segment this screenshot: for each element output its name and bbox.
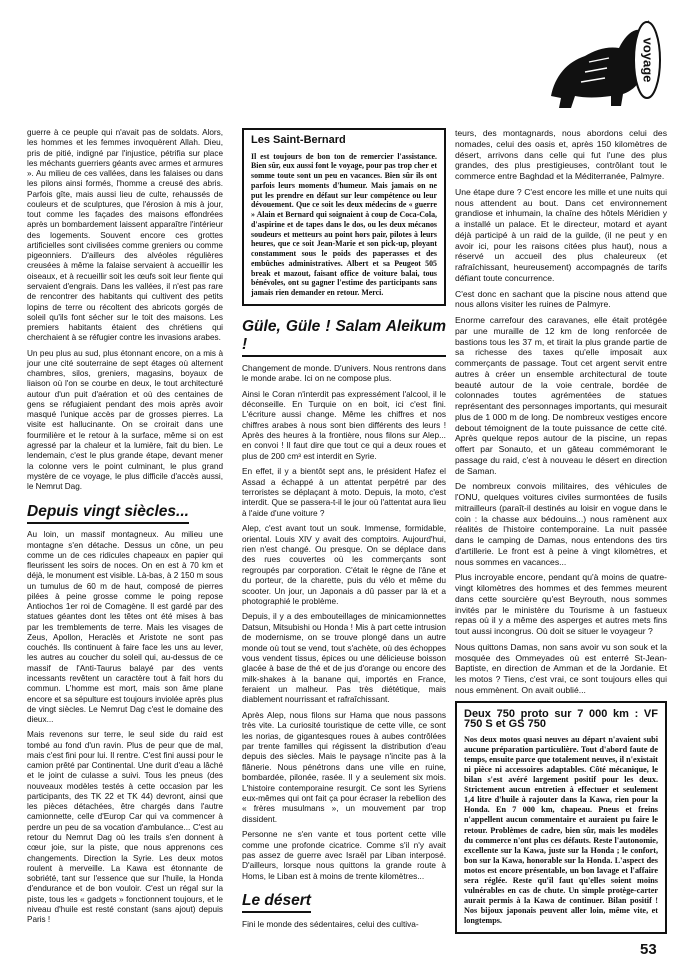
paragraph: Nous quittons Damas, non sans avoir vu son souk et la mosquée des Ommeyades où est enterré St-Jean-Baptiste, en direction de Amman et de la Jordanie. Et les motos ? Tiens, c'est vrai, ce sont toujours elles qui nous emmènent. On avait oublié... bbox=[455, 641, 667, 695]
column-1 bbox=[27, 128, 223, 930]
paragraph: En effet, il y a bientôt sept ans, le président Hafez el Assad a échappé à un attentat perpétré par des terroristes se déplaçant à moto. Depuis, la moto, c'est interdit. Que se passera-t-il le jour où l'attentat aura lieu à l'aide d'une voiture ? bbox=[242, 466, 446, 518]
paragraph: Plus incroyable encore, pendant qu'à moins de quatre-vingt kilomètres des hommes et des femmes meurent dans cette sourcière qu'est Beyrouth, nous sommes invités par le ministère du Tourisme à un fastueux repas où il y a même des asperges et autres mets fins tout aussi incongrus. Où doit se situer le voyageur ? bbox=[455, 572, 667, 636]
paragraph: teurs, des montagnards, nous abordons celui des nomades, celui des oasis et, après 150 kilomètres de désert, arrivons dans celle qui fut l'une des plus grandes, des plus prestigieuses, contrôlant tout le commerce entre Baghdad et la Méditerranée, Palmyre. bbox=[455, 128, 667, 181]
page-number: 53 bbox=[640, 941, 657, 958]
paragraph: Mais revenons sur terre, le seul side du raid est tombé au fond d'un ravin. Plus de peur que de mal, mais c'est fini pour lui. Il rentre. C'est fini aussi pour le camion prêté par Continental. Une durit d'eau a lâché et le joint de culasse a suivi. Tous les pneus (des nouveaux modèles testés à cette occasion par les participants, des TK 22 et TK 44) devront, ainsi que les pièces détachées, être chargés dans l'autre camionnette, celle d'Europ Car qui va commencer à perdre un peu de sa vocation d'ambulance... C'est au retour du Nemrut Dag où les trails s'en donnent à cœur joie, sur la piste, que nous apprenons ces changements. Direction la Syrie. Les deux motos roulent à merveille. La Kawa est étonnante de sobriété, tant sur l'essence que sur l'huile, la Honda d'endurance et de bon vouloir. C'est un régal sur la piste, tous les « gadgets » fonctionnent toujours, et le niveau d'huile est resté constant (sans ajout) depuis Paris ! bbox=[27, 730, 223, 925]
paragraph: Ainsi le Coran n'interdit pas expressément l'alcool, il le déconseille. En Turquie on en boit, ici c'est fini. L'écriture aussi change. Même les chiffres et nos chiffres arabes à nous sont bien différents des leurs ! Après des heures à la frontière, nous filons sur Alep... en convoi ! Il faut dire que tout ce qui a deux roues et plus de 200 cm³ est interdit en Syrie. bbox=[242, 388, 446, 461]
paragraph: Après Alep, nous filons sur Hama que nous passons très vite. La curiosité touristique de cette ville, ce sont les norias, de gigantesques roues à aubes contrôlées par trente familles qui régissent la distribution d'eau depuis des siècles. Mais le paysage n'incite pas à la flânerie. Nous pénétrons dans une ville en ruine, bombardée, pilonée, rasée. Il y a seulement six mois. L'histoire contemporaine resurgit. Ce sont les Syriens eux-mêmes qui ont fait ça pour écraser la rebellion des « frères musulmans », un mouvement par trop dissident. bbox=[242, 709, 446, 824]
paragraph: Changement de monde. D'univers. Nous rentrons dans le monde arabe. Ici on ne compose plus. bbox=[242, 362, 446, 384]
paragraph: Au loin, un massif montagneux. Au milieu une montagne s'en détache. Dessus un cône, un peu comme un de ces ridicules chapeaux en papier qui fleurissent les soirs de noces. On en est à 70 km et déjà, le monument est visible. Là-bas, à 2 150 m sous un tumulus de 60 m de haut, composé de pierres pilées à peine grosse comme le poing repose Antiochos 1er roi de Comagène. Il est gardé par des statues géantes dont les têtes ont été mises à bas par les tremblements de terre. Mais les visages de Zeus, Apollon, Heraclès et Aristote ne sont pas couchés. Ils continuent à faire face les uns au lever, les autres au coucher du soleil qui, au-dessus de ce massif de l'Anti-Taurus balayé par des vents incessants revêtent un caractère tout à fait hors du commun. L'homme est mort, mais son âme plane encore et sa sépulture est toujours inviolée après plus de vingt siècles. Le Nemrut Dag c'est le domaine des dieux... bbox=[27, 530, 223, 725]
paragraph: Personne ne s'en vante et tous portent cette ville comme une profonde cicatrice. Comme s'il n'y avait pas assez de guerre avec Israël par Liban interposé. D'ailleurs, lorsque nous quittons la grande route à Homs, le Liban est à moins de trente kilomètres... bbox=[242, 829, 446, 881]
section-heading-gule: Güle, Güle ! Salam Aleikum ! bbox=[242, 318, 446, 357]
paragraph: guerre à ce peuple qui n'avait pas de soldats. Alors, les hommes et les femmes invoquèrent Allah. Dieu, pris de pitié, indigné par l'injustice, pétrifia sur place les méchants guerriers géants avec armes et armures ». Au milieu de ces vallées, dans les falaises ou dans les pilons ainsi formés, l'homme a creusé des abris. Parfois gîte, mais aussi lieu de culte, rehaussés de couleurs et de sculptures, que l'érosion à mis à jour, tout comme les façades des maisons effondrées après un bombardement laissent apparaître l'intérieur des logements. Souvent encore ces grottes artificielles sont civilisées comme greniers ou comme pigeonniers. D'ailleurs des alvéoles régulières creusées à même la falaise servaient à accueillir les oiseaux, et à recueillir soit les œufs soit leur fiente qui servaient d'engrais. Dans les vallées, il n'est pas rare de rencontrer des habitants qui cultivent des petits lopins de terre ou récoltent des abricots gorgés de soleil qu'ils font sécher sur le toit des maisons. Les premiers habitants étaient des chrétiens qui cherchaient à se réfugier contre les invasions arabes. bbox=[27, 128, 223, 343]
column-2 bbox=[242, 128, 446, 935]
paragraph: C'est donc en sachant que la piscine nous attend que nous allons visiter les ruines de Palmyre. bbox=[455, 288, 667, 310]
paragraph: Une étape dure ? C'est encore les mille et une nuits qui nous attendent au bout. Dans cet environnement grandiose et inhumain, la chaîne des hôtels Méridien y a installé un palace. Et le directeur, motard et ayant déjà participé à un raid de la guilde, (il ne peut y en avoir ici, pour les raisons citées plus haut), nous a réservé un accueil des plus chaleureux (et rafraîchissant, heureusement) accompagnés de tarifs défiant toute concurrence. bbox=[455, 186, 667, 283]
paragraph: De nombreux convois militaires, des véhicules de l'ONU, quelques voitures civiles surmontées de fusils mitrailleurs (paraît-il destinés au loisir en vogue dans le coin : la chasse aux bédouins...) nous ramènent aux réalités de l'histoire contemporaine. La nuit passée dans le camping de Damas, nous entendons des tirs d'artillerie. Le front est à peine à vingt kilomètres, et nous sommes en vacances... bbox=[455, 481, 667, 567]
paragraph: Fini le monde des sédentaires, celui des cultiva- bbox=[242, 919, 419, 930]
paragraph: Enorme carrefour des caravanes, elle était protégée par une muraille de 12 km de long renforcée de bastions tous les 37 m, et tirait la plus grande partie de sa richesse des taxes qu'elle imposait aux commerçants de passage. Tout cet argent servit entre autres à créer un ensemble architectural de toute beauté autour de la voie centrale, bordée de colonnades toutes agrémentées de statues représentant des personnages importants, qui mesurait plus de 1 000 m de long. De nombreux vestiges encore debout témoignent de la toute puissance de cette cité. Après quelque repos autour de la piscine, un repas offert par Sonauto, et un gâteau commémorant le passage du raid, c'est à nouveau le désert en direction de Saman. bbox=[455, 315, 667, 476]
box-text: Nos deux motos quasi neuves au départ n'avaient subi aucune préparation particulière. Tout d'abord faute de temps, ensuite parce que totalement neuves, il n'existait ni pièce ni accessoires adaptables. Côté mécanique, le bilan s'est avéré largement positif pour les deux. Strictement aucun entretien à effectuer et seulement 1,4 litre d'huile à rajouter dans la Kawa, rien pour la Honda. En 7 000 km, chapeau. Pneus et freins n'appellent aucun commentaire et auraient pu faire le retour. Problèmes de cadre, bien sûr, mais les modèles du commerce n'ont plus ces défauts. Reste l'autonomie, excellente sur la Kawa, juste sur la Honda ; le confort, bon sur la Kawa, honorable sur la Honda. L'aspect des motos est encore présentable, un bon lavage et l'affaire sera réglée. Reste qu'il faut qu'elles soient moins vulnérables en cas de chute. Un simple protège-carter aurait permis à la Kawa de continuer. Bilan positif ! Nos bijoux japonais peuvent aller loin, même vite, et longtemps. bbox=[464, 734, 658, 926]
section-heading-desert: Le désert bbox=[242, 892, 311, 913]
box-title: Les Saint-Bernard bbox=[251, 134, 346, 146]
box-title: Deux 750 proto sur 7 000 km : VF 750 S et GS 750 bbox=[464, 707, 658, 730]
sidebar-box-motos bbox=[455, 701, 667, 935]
voyage-rhino-logo bbox=[545, 16, 673, 116]
paragraph: Depuis, il y a des embouteillages de minicamionnettes Datsun, Mitsubishi ou Honda ! Mis à part cette intrusion de modernisme, on se trouve plongé dans un autre monde où tout se vend, tout s'achète, où des échoppes vous vendent tissus, épices ou une délicieuse boisson glacée à base de thé et de jus d'orange ou encore des milk-shakes à la banane qui, importés en France, feraient un malheur. Pas très diététique, mais diablement nourrissant et rafraîchissant. bbox=[242, 611, 446, 705]
column-3 bbox=[455, 128, 667, 934]
paragraph: Alep, c'est avant tout un souk. Immense, formidable, oriental. Louis XIV y avait des comptoirs. Aujourd'hui, rien n'est changé. Ou presque. On se déplace dans des rues couvertes où les commerçants sont regroupés par corporation. C'était le règne de l'âne et du porteur, de la charette, puis du vélo et même du scooter. Un jour, un Japonais a dû passer par là et a photographié le problème. bbox=[242, 523, 446, 606]
box-text: Il est toujours de bon ton de remercier l'assistance. Bien sûr, eux aussi font le voyage, pour pas trop cher et somme toute sont un peu en vacances. Bien sûr ils ont parfois leurs moments d'humeur. Mais jamais on ne put les prendre en défaut sur leur compétence ou leur dévouement. Que ce soit les deux médecins de « guerre » Alain et Bernard qui soignaient à coup de Coca-Cola, d'aspirine et de tapes dans le dos, ou les deux mécanos soudeurs et metteurs au point hors pair, pilotes à leurs heures, que ce soit Jean-Marie et son pick-up, ployant constamment sous le poids des paperasses et des embûches administratives. Albert et sa Peugeot 505 break et mazout, faisant office de voiture balai, tous bénévoles, ont su gagner l'estime des participants sans jamais rien demander en retour. Merci. bbox=[251, 151, 437, 298]
section-heading-depuis: Depuis vingt siècles... bbox=[27, 503, 189, 524]
sidebar-box-saint-bernard bbox=[242, 128, 446, 306]
paragraph: Un peu plus au sud, plus étonnant encore, on a mis à jour une cité souterraine de sept étages où alternent chambres, silos, greniers, magasins, boyaux de liaison où l'on se courbe en deux, le tout architecturé autour d'un puit d'aération et où des centaines de gens se réfugiaient pendant des mois après avoir masqué l'unique accès par de grosses pierres. La visite est hallucinante. On se croirait dans une fourmilière et le retour à la surface, même si on est agressé par la chaleur et la lumière, fait du bien. Le lendemain, c'est le plus grande étape, devant mener la colonne vers le point culminant, le plus grand mystère de ce voyage, le plus difficile d'accès aussi, le Nemrut Dag. bbox=[27, 348, 223, 492]
logo-text: voyage bbox=[640, 37, 656, 83]
